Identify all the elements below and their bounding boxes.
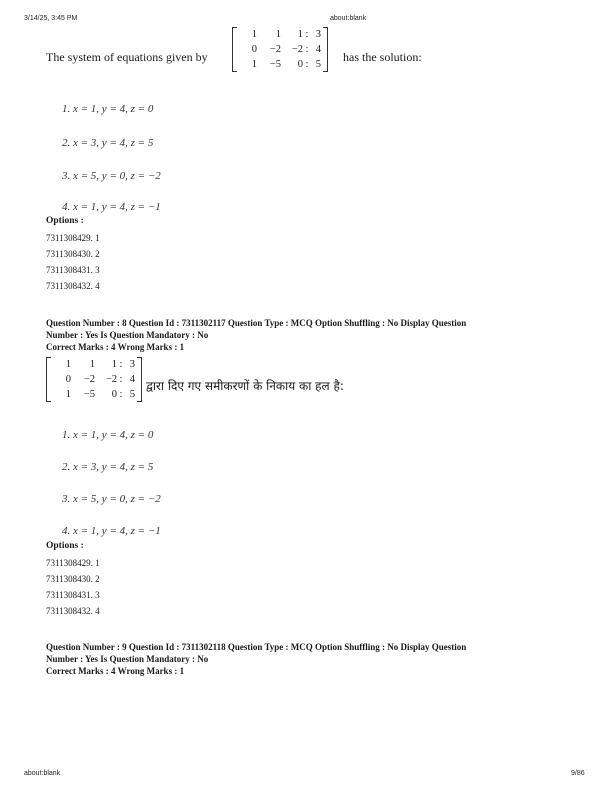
footer-url: about:blank — [24, 770, 61, 777]
matrix-right-bracket — [137, 357, 142, 402]
matrix-cell: −2 — [291, 44, 303, 55]
matrix-cell: 1 — [65, 359, 71, 370]
matrix-cell: 1 — [111, 359, 117, 370]
option-id: 7311308431. 3 — [46, 265, 100, 275]
matrix-cell: −2 — [105, 374, 117, 385]
matrix-cell: −2 — [269, 44, 281, 55]
answer-choice-1: 1. x = 1, y = 4, z = 0 — [62, 103, 154, 115]
matrix-cell: 4 — [315, 44, 321, 55]
matrix-cell: 5 — [129, 389, 135, 400]
matrix-cell: 1 — [251, 29, 257, 40]
answer-choice-3: 3. x = 5, y = 0, z = −2 — [62, 170, 161, 182]
question-marks: Correct Marks : 4 Wrong Marks : 1 — [46, 342, 185, 352]
option-id: 7311308430. 2 — [46, 574, 100, 584]
matrix-cell: 0 — [251, 44, 257, 55]
matrix-cell: 0 — [111, 389, 117, 400]
matrix-separator: : — [305, 29, 309, 40]
matrix-cell: 4 — [129, 374, 135, 385]
matrix-cell: 1 — [297, 29, 303, 40]
matrix-cell: 0 — [297, 59, 303, 70]
answer-choice-3: 3. x = 5, y = 0, z = −2 — [62, 493, 161, 505]
matrix-separator: : — [305, 59, 309, 70]
question-text-before: The system of equations given by — [46, 50, 208, 64]
options-label: Options : — [46, 541, 84, 551]
question-meta-line: Question Number : 9 Question Id : 7311302118 Question Type : MCQ Option Shuffling : No Display Question — [46, 642, 467, 652]
matrix-separator: : — [119, 359, 123, 370]
matrix-cell: −5 — [269, 59, 281, 70]
augmented-matrix — [232, 27, 328, 72]
question-meta-line: Question Number : 8 Question Id : 7311302117 Question Type : MCQ Option Shuffling : No Display Question — [46, 318, 467, 328]
augmented-matrix — [46, 357, 142, 402]
matrix-cell: 5 — [315, 59, 321, 70]
matrix-cell: 3 — [315, 29, 321, 40]
question-meta-line: Number : Yes Is Question Mandatory : No — [46, 330, 209, 340]
matrix-separator: : — [119, 374, 123, 385]
matrix-right-bracket — [323, 27, 328, 72]
matrix-separator: : — [119, 389, 123, 400]
answer-choice-1: 1. x = 1, y = 4, z = 0 — [62, 429, 154, 441]
question-marks: Correct Marks : 4 Wrong Marks : 1 — [46, 666, 185, 676]
answer-choice-4: 4. x = 1, y = 4, z = −1 — [62, 201, 161, 213]
question-text-after: has the solution: — [343, 50, 422, 64]
matrix-cell: 3 — [129, 359, 135, 370]
option-id: 7311308430. 2 — [46, 249, 100, 259]
option-id: 7311308429. 1 — [46, 558, 100, 568]
matrix-cell: −5 — [83, 389, 95, 400]
option-id: 7311308432. 4 — [46, 281, 100, 291]
matrix-cell: 1 — [89, 359, 95, 370]
matrix-separator: : — [305, 44, 309, 55]
question-9-meta — [46, 641, 566, 677]
matrix-cell: 1 — [275, 29, 281, 40]
matrix-cell: −2 — [83, 374, 95, 385]
answer-choice-2: 2. x = 3, y = 4, z = 5 — [62, 137, 154, 149]
answer-choice-4: 4. x = 1, y = 4, z = −1 — [62, 525, 161, 537]
print-timestamp: 3/14/25, 3:45 PM — [24, 15, 78, 22]
options-label: Options : — [46, 216, 84, 226]
matrix-cell: 1 — [65, 389, 71, 400]
question-text-hindi: द्वारा दिए गए समीकरणों के निकाय का हल है: — [146, 379, 344, 393]
page-number: 9/86 — [571, 770, 585, 777]
question-8-meta — [46, 317, 566, 353]
matrix-cell: 0 — [65, 374, 71, 385]
option-id: 7311308429. 1 — [46, 233, 100, 243]
option-id: 7311308431. 3 — [46, 590, 100, 600]
answer-choice-2: 2. x = 3, y = 4, z = 5 — [62, 461, 154, 473]
matrix-cell: 1 — [251, 59, 257, 70]
question-meta-line: Number : Yes Is Question Mandatory : No — [46, 654, 209, 664]
print-url: about:blank — [330, 15, 367, 22]
option-id: 7311308432. 4 — [46, 606, 100, 616]
